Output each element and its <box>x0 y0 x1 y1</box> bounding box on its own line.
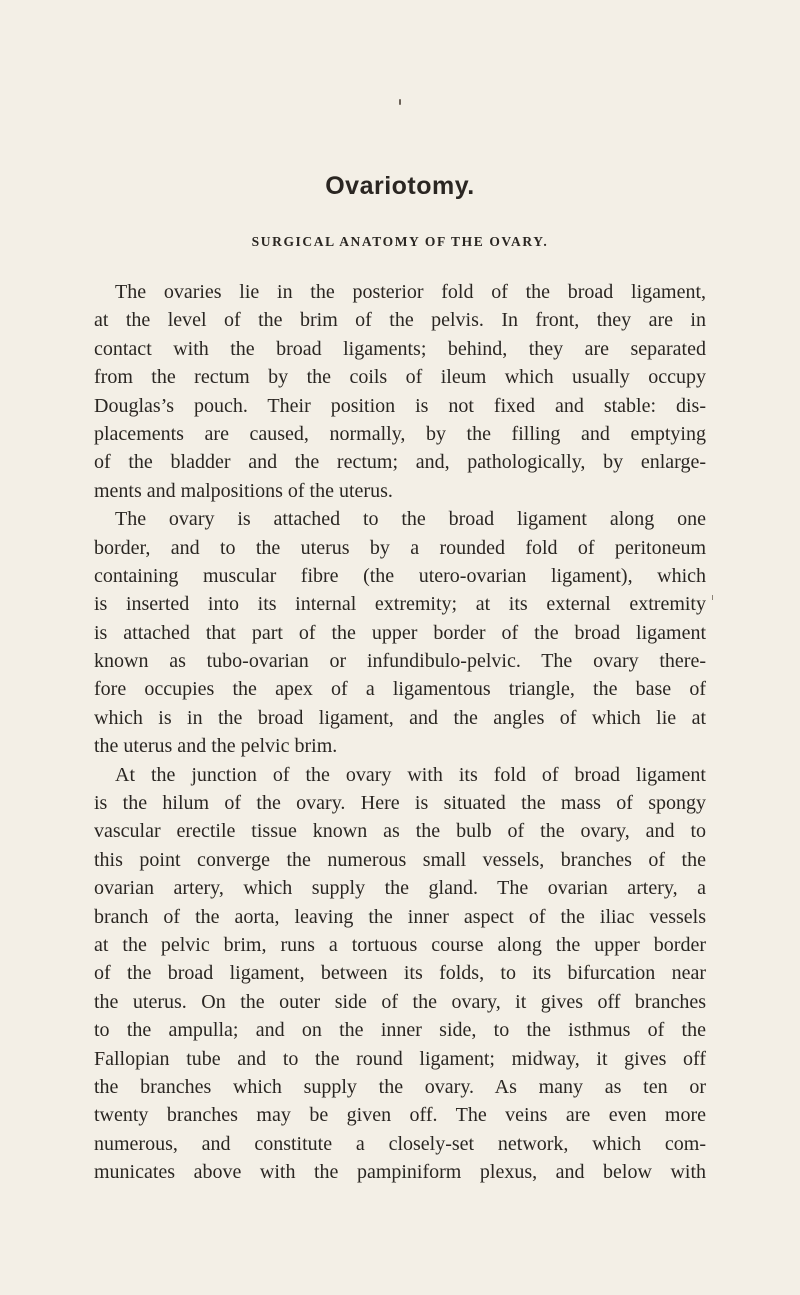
text-line: border, and to the uterus by a rounded fold of peritoneum <box>94 536 706 559</box>
text-line: known as tubo-ovarian or infundibulo-pelvic. The ovary there- <box>94 650 706 673</box>
text-line: ments and malpositions of the uterus. <box>94 479 393 502</box>
text-line: the uterus and the pelvic brim. <box>94 735 338 758</box>
text-line: of the broad ligament, between its folds, to its bifurcation near <box>94 962 706 985</box>
print-speck <box>712 595 713 600</box>
text-line: branch of the aorta, leaving the inner aspect of the iliac vessels <box>94 905 706 928</box>
text-line: fore occupies the apex of a ligamentous triangle, the base of <box>94 678 706 701</box>
print-speck <box>399 99 401 105</box>
text-line: at the level of the brim of the pelvis. In front, they are in <box>94 309 706 332</box>
text-line: the uterus. On the outer side of the ovary, it gives off branches <box>94 990 706 1013</box>
text-line: Douglas’s pouch. Their position is not fixed and stable: dis- <box>94 394 706 417</box>
text-line: from the rectum by the coils of ileum which usually occupy <box>94 366 706 389</box>
text-line: municates above with the pampiniform plexus, and below with <box>94 1161 706 1184</box>
section-heading: SURGICAL ANATOMY OF THE OVARY. <box>251 234 549 249</box>
text-line: vascular erectile tissue known as the bulb of the ovary, and to <box>94 820 706 843</box>
text-line: of the bladder and the rectum; and, pathologically, by enlarge- <box>94 451 706 474</box>
text-line: is the hilum of the ovary. Here is situated the mass of spongy <box>94 792 706 815</box>
text-line: is inserted into its internal extremity; at its external extremity <box>94 593 706 616</box>
text-line: Fallopian tube and to the round ligament; midway, it gives off <box>94 1047 706 1070</box>
text-line: containing muscular fibre (the utero-ovarian ligament), which <box>94 564 706 587</box>
text-line: twenty branches may be given off. The veins are even more <box>94 1104 706 1127</box>
text-line: numerous, and constitute a closely-set network, which com- <box>94 1132 706 1155</box>
text-line: this point converge the numerous small vessels, branches of the <box>94 848 706 871</box>
text-line: placements are caused, normally, by the filling and emptying <box>94 422 706 445</box>
text-line: to the ampulla; and on the inner side, to the isthmus of the <box>94 1019 706 1042</box>
text-line: the branches which supply the ovary. As many as ten or <box>94 1075 706 1098</box>
body-text <box>94 278 706 1187</box>
text-line: At the junction of the ovary with its fold of broad ligament <box>115 763 706 786</box>
text-line: which is in the broad ligament, and the angles of which lie at <box>94 706 706 729</box>
text-line: ovarian artery, which supply the gland. The ovarian artery, a <box>94 877 706 900</box>
text-line: contact with the broad ligaments; behind, they are separated <box>94 337 706 360</box>
page-title: Ovariotomy. <box>325 172 475 200</box>
text-line: is attached that part of the upper border of the broad ligament <box>94 621 706 644</box>
text-line: at the pelvic brim, runs a tortuous course along the upper border <box>94 933 706 956</box>
text-line: The ovary is attached to the broad ligament along one <box>115 508 706 531</box>
text-line: The ovaries lie in the posterior fold of the broad ligament, <box>115 281 706 303</box>
